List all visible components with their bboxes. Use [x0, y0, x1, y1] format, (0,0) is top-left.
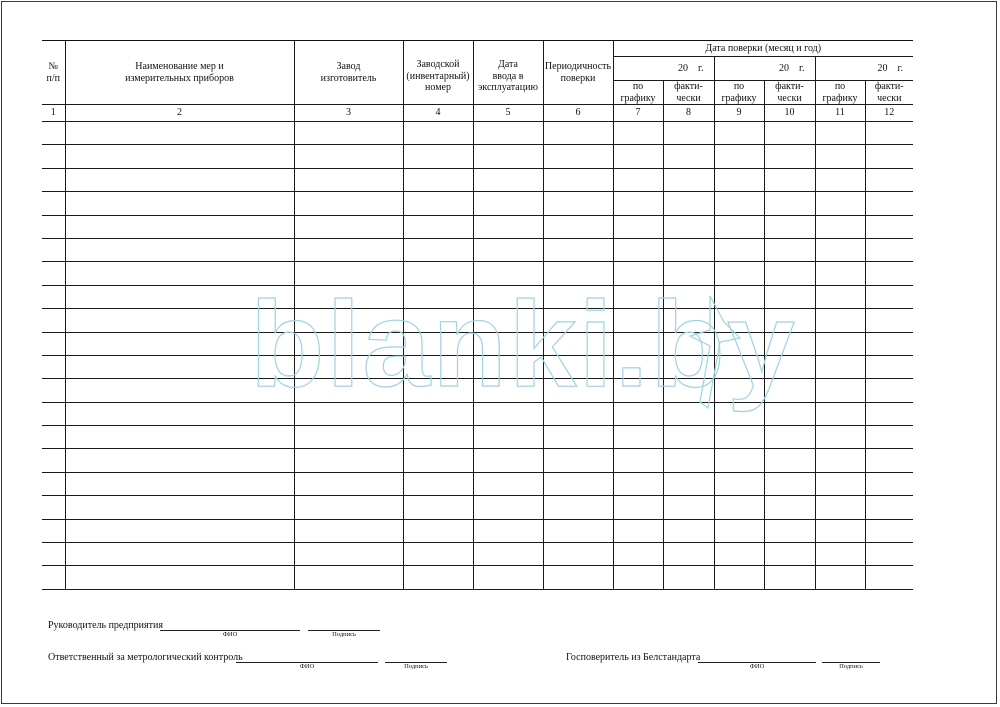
table-cell[interactable]	[865, 145, 913, 168]
table-cell[interactable]	[613, 426, 663, 449]
table-cell[interactable]	[473, 122, 543, 145]
header-serial-number: Заводской (инвентарный) номер	[403, 41, 473, 105]
table-cell[interactable]	[865, 262, 913, 285]
year-suffix: г.	[698, 62, 704, 74]
table-cell[interactable]	[42, 566, 65, 589]
table-cell[interactable]	[663, 496, 714, 519]
table-row	[42, 519, 913, 542]
header-manufacturer: Завод изготовитель	[294, 41, 403, 105]
head-of-enterprise-label: Руководитель предприятия	[48, 620, 163, 631]
table-cell[interactable]	[613, 472, 663, 495]
column-number: 10	[764, 105, 815, 122]
table-cell[interactable]	[663, 215, 714, 238]
table-cell[interactable]	[42, 449, 65, 472]
year-prefix: 20	[678, 62, 689, 74]
table-cell[interactable]	[613, 449, 663, 472]
table-cell[interactable]	[294, 566, 403, 589]
table-cell[interactable]	[663, 543, 714, 566]
metrology-responsible-label: Ответственный за метрологический контроль	[48, 652, 243, 663]
table-cell[interactable]	[613, 519, 663, 542]
table-cell[interactable]	[815, 543, 865, 566]
table-cell[interactable]	[815, 472, 865, 495]
table-cell[interactable]	[294, 496, 403, 519]
table-cell[interactable]	[865, 426, 913, 449]
table-cell[interactable]	[65, 122, 294, 145]
table-cell[interactable]	[473, 145, 543, 168]
fio-caption: ФИО	[749, 663, 765, 670]
table-cell[interactable]	[865, 168, 913, 191]
table-cell[interactable]	[815, 379, 865, 402]
table-cell[interactable]	[473, 426, 543, 449]
table-cell[interactable]	[663, 122, 714, 145]
table-cell[interactable]	[764, 566, 815, 589]
table-cell[interactable]	[815, 496, 865, 519]
table-cell[interactable]	[543, 145, 613, 168]
table-cell[interactable]	[65, 543, 294, 566]
year-cell-3	[815, 57, 913, 81]
table-cell[interactable]	[294, 449, 403, 472]
table-cell[interactable]	[473, 566, 543, 589]
table-row	[42, 168, 913, 191]
watermark-text: blanki.by	[250, 276, 797, 412]
table-cell[interactable]	[815, 309, 865, 332]
year-prefix: 20	[877, 62, 888, 74]
table-cell[interactable]	[764, 238, 815, 261]
column-number: 4	[403, 105, 473, 122]
table-cell[interactable]	[42, 192, 65, 215]
table-cell[interactable]	[865, 519, 913, 542]
table-cell[interactable]	[865, 543, 913, 566]
table-cell[interactable]	[764, 215, 815, 238]
table-cell[interactable]	[865, 122, 913, 145]
table-cell[interactable]	[42, 215, 65, 238]
table-cell[interactable]	[543, 215, 613, 238]
table-cell[interactable]	[714, 215, 764, 238]
table-row	[42, 192, 913, 215]
table-cell[interactable]	[613, 122, 663, 145]
table-cell[interactable]	[403, 192, 473, 215]
table-cell[interactable]	[613, 168, 663, 191]
table-cell[interactable]	[663, 168, 714, 191]
table-cell[interactable]	[764, 192, 815, 215]
table-cell[interactable]	[815, 426, 865, 449]
table-cell[interactable]	[613, 145, 663, 168]
year-cell-1	[613, 57, 714, 81]
year-prefix: 20	[779, 62, 790, 74]
table-cell[interactable]	[473, 543, 543, 566]
table-row	[42, 145, 913, 168]
table-cell[interactable]	[865, 472, 913, 495]
table-cell[interactable]	[543, 238, 613, 261]
table-cell[interactable]	[663, 519, 714, 542]
table-cell[interactable]	[294, 238, 403, 261]
header-by-schedule: по графику	[815, 81, 865, 105]
table-row	[42, 426, 913, 449]
table-cell[interactable]	[65, 519, 294, 542]
table-cell[interactable]	[42, 543, 65, 566]
table-cell[interactable]	[65, 215, 294, 238]
table-cell[interactable]	[815, 566, 865, 589]
table-cell[interactable]	[403, 496, 473, 519]
column-number: 8	[663, 105, 714, 122]
table-cell[interactable]	[403, 566, 473, 589]
table-cell[interactable]	[613, 215, 663, 238]
table-cell[interactable]	[473, 168, 543, 191]
table-cell[interactable]	[764, 426, 815, 449]
table-cell[interactable]	[815, 402, 865, 425]
column-number: 1	[42, 105, 65, 122]
table-cell[interactable]	[764, 122, 815, 145]
table-cell[interactable]	[865, 449, 913, 472]
column-number: 6	[543, 105, 613, 122]
table-cell[interactable]	[65, 472, 294, 495]
table-cell[interactable]	[543, 472, 613, 495]
table-cell[interactable]	[42, 238, 65, 261]
table-cell[interactable]	[42, 519, 65, 542]
state-verifier-label: Госповеритель из Белстандарта	[566, 652, 701, 663]
table-cell[interactable]	[764, 449, 815, 472]
table-cell[interactable]	[65, 426, 294, 449]
table-cell[interactable]	[65, 192, 294, 215]
table-row	[42, 496, 913, 519]
table-cell[interactable]	[714, 426, 764, 449]
column-number-row	[42, 105, 913, 122]
table-cell[interactable]	[815, 238, 865, 261]
table-cell[interactable]	[294, 168, 403, 191]
year-suffix: г.	[799, 62, 805, 74]
signature-caption: Подпись	[332, 631, 356, 638]
table-cell[interactable]	[815, 145, 865, 168]
table-cell[interactable]	[714, 566, 764, 589]
header-actual: факти- чески	[663, 81, 714, 105]
table-cell[interactable]	[815, 168, 865, 191]
table-cell[interactable]	[815, 262, 865, 285]
table-cell[interactable]	[613, 543, 663, 566]
table-cell[interactable]	[403, 426, 473, 449]
table-cell[interactable]	[294, 215, 403, 238]
table-cell[interactable]	[815, 449, 865, 472]
table-cell[interactable]	[42, 332, 65, 355]
table-cell[interactable]	[663, 566, 714, 589]
table-row	[42, 543, 913, 566]
table-row	[42, 238, 913, 261]
table-cell[interactable]	[403, 168, 473, 191]
year-cell-2	[714, 57, 815, 81]
table-cell[interactable]	[815, 332, 865, 355]
table-cell[interactable]	[714, 519, 764, 542]
table-cell[interactable]	[294, 519, 403, 542]
header-actual: факти- чески	[764, 81, 815, 105]
table-cell[interactable]	[865, 402, 913, 425]
table-cell[interactable]	[42, 285, 65, 308]
table-cell[interactable]	[865, 379, 913, 402]
table-cell[interactable]	[65, 449, 294, 472]
table-cell[interactable]	[543, 543, 613, 566]
table-cell[interactable]	[865, 566, 913, 589]
table-cell[interactable]	[815, 519, 865, 542]
table-cell[interactable]	[543, 122, 613, 145]
table-row	[42, 122, 913, 145]
table-cell[interactable]	[42, 496, 65, 519]
table-cell[interactable]	[42, 402, 65, 425]
table-cell[interactable]	[764, 496, 815, 519]
table-cell[interactable]	[865, 238, 913, 261]
fio-caption: ФИО	[222, 631, 238, 638]
table-cell[interactable]	[714, 145, 764, 168]
column-number: 9	[714, 105, 764, 122]
signature-caption: Подпись	[839, 663, 863, 670]
table-cell[interactable]	[403, 543, 473, 566]
table-cell[interactable]	[764, 145, 815, 168]
table-cell[interactable]	[473, 472, 543, 495]
table-cell[interactable]	[663, 238, 714, 261]
header-actual: факти- чески	[865, 81, 913, 105]
table-cell[interactable]	[403, 122, 473, 145]
table-cell[interactable]	[764, 472, 815, 495]
table-row	[42, 449, 913, 472]
table-cell[interactable]	[42, 122, 65, 145]
table-cell[interactable]	[473, 215, 543, 238]
fio-caption: ФИО	[299, 663, 315, 670]
header-verification-periodicity: Периодичность поверки	[543, 41, 613, 105]
table-cell[interactable]	[42, 472, 65, 495]
table-cell[interactable]	[815, 215, 865, 238]
table-cell[interactable]	[663, 192, 714, 215]
table-cell[interactable]	[65, 168, 294, 191]
table-cell[interactable]	[294, 145, 403, 168]
table-cell[interactable]	[42, 309, 65, 332]
table-cell[interactable]	[543, 449, 613, 472]
table-cell[interactable]	[65, 566, 294, 589]
table-cell[interactable]	[663, 426, 714, 449]
table-cell[interactable]	[865, 496, 913, 519]
header-verification-date: Дата поверки (месяц и год)	[613, 41, 913, 57]
table-row	[42, 472, 913, 495]
table-cell[interactable]	[764, 168, 815, 191]
table-cell[interactable]	[65, 496, 294, 519]
table-cell[interactable]	[42, 262, 65, 285]
table-cell[interactable]	[714, 192, 764, 215]
table-cell[interactable]	[294, 426, 403, 449]
header-by-schedule: по графику	[613, 81, 663, 105]
table-cell[interactable]	[543, 426, 613, 449]
column-number: 5	[473, 105, 543, 122]
table-cell[interactable]	[815, 285, 865, 308]
table-cell[interactable]	[543, 192, 613, 215]
year-suffix: г.	[897, 62, 903, 74]
table-cell[interactable]	[714, 122, 764, 145]
table-cell[interactable]	[473, 496, 543, 519]
table-cell[interactable]	[865, 355, 913, 378]
header-number: № п/п	[42, 41, 65, 105]
table-cell[interactable]	[42, 379, 65, 402]
table-cell[interactable]	[403, 472, 473, 495]
header-by-schedule: по графику	[714, 81, 764, 105]
watermark-check-icon	[680, 292, 750, 412]
table-cell[interactable]	[764, 519, 815, 542]
table-cell[interactable]	[42, 355, 65, 378]
table-cell[interactable]	[473, 192, 543, 215]
table-cell[interactable]	[543, 566, 613, 589]
column-number: 7	[613, 105, 663, 122]
table-cell[interactable]	[42, 145, 65, 168]
table-cell[interactable]	[714, 543, 764, 566]
table-row	[42, 566, 913, 589]
table-cell[interactable]	[403, 238, 473, 261]
column-number: 3	[294, 105, 403, 122]
table-cell[interactable]	[65, 238, 294, 261]
table-cell[interactable]	[65, 145, 294, 168]
column-number: 12	[865, 105, 913, 122]
table-cell[interactable]	[613, 192, 663, 215]
table-cell[interactable]	[403, 215, 473, 238]
table-cell[interactable]	[613, 566, 663, 589]
table-cell[interactable]	[764, 543, 815, 566]
table-cell[interactable]	[473, 449, 543, 472]
table-cell[interactable]	[815, 192, 865, 215]
table-row	[42, 215, 913, 238]
signature-caption: Подпись	[404, 663, 428, 670]
table-cell[interactable]	[714, 449, 764, 472]
table-cell[interactable]	[714, 238, 764, 261]
table-cell[interactable]	[714, 472, 764, 495]
table-cell[interactable]	[42, 168, 65, 191]
table-cell[interactable]	[294, 192, 403, 215]
table-cell[interactable]	[613, 496, 663, 519]
table-cell[interactable]	[403, 519, 473, 542]
table-cell[interactable]	[543, 496, 613, 519]
table-cell[interactable]	[42, 426, 65, 449]
table-cell[interactable]	[403, 145, 473, 168]
table-cell[interactable]	[403, 449, 473, 472]
header-instrument-name: Наименование мер и измерительных приборов	[65, 41, 294, 105]
table-cell[interactable]	[663, 449, 714, 472]
table-cell[interactable]	[473, 519, 543, 542]
table-cell[interactable]	[543, 519, 613, 542]
column-number: 11	[815, 105, 865, 122]
table-cell[interactable]	[473, 238, 543, 261]
table-cell[interactable]	[865, 215, 913, 238]
table-cell[interactable]	[294, 543, 403, 566]
table-cell[interactable]	[865, 192, 913, 215]
table-cell[interactable]	[663, 472, 714, 495]
table-cell[interactable]	[865, 309, 913, 332]
table-cell[interactable]	[613, 238, 663, 261]
table-cell[interactable]	[663, 145, 714, 168]
table-cell[interactable]	[815, 122, 865, 145]
table-cell[interactable]	[714, 496, 764, 519]
column-number: 2	[65, 105, 294, 122]
table-cell[interactable]	[714, 168, 764, 191]
table-cell[interactable]	[815, 355, 865, 378]
header-commissioning-date: Дата ввода в эксплуатацию	[473, 41, 543, 105]
table-cell[interactable]	[865, 285, 913, 308]
table-cell[interactable]	[543, 168, 613, 191]
table-cell[interactable]	[294, 122, 403, 145]
table-cell[interactable]	[294, 472, 403, 495]
table-cell[interactable]	[865, 332, 913, 355]
